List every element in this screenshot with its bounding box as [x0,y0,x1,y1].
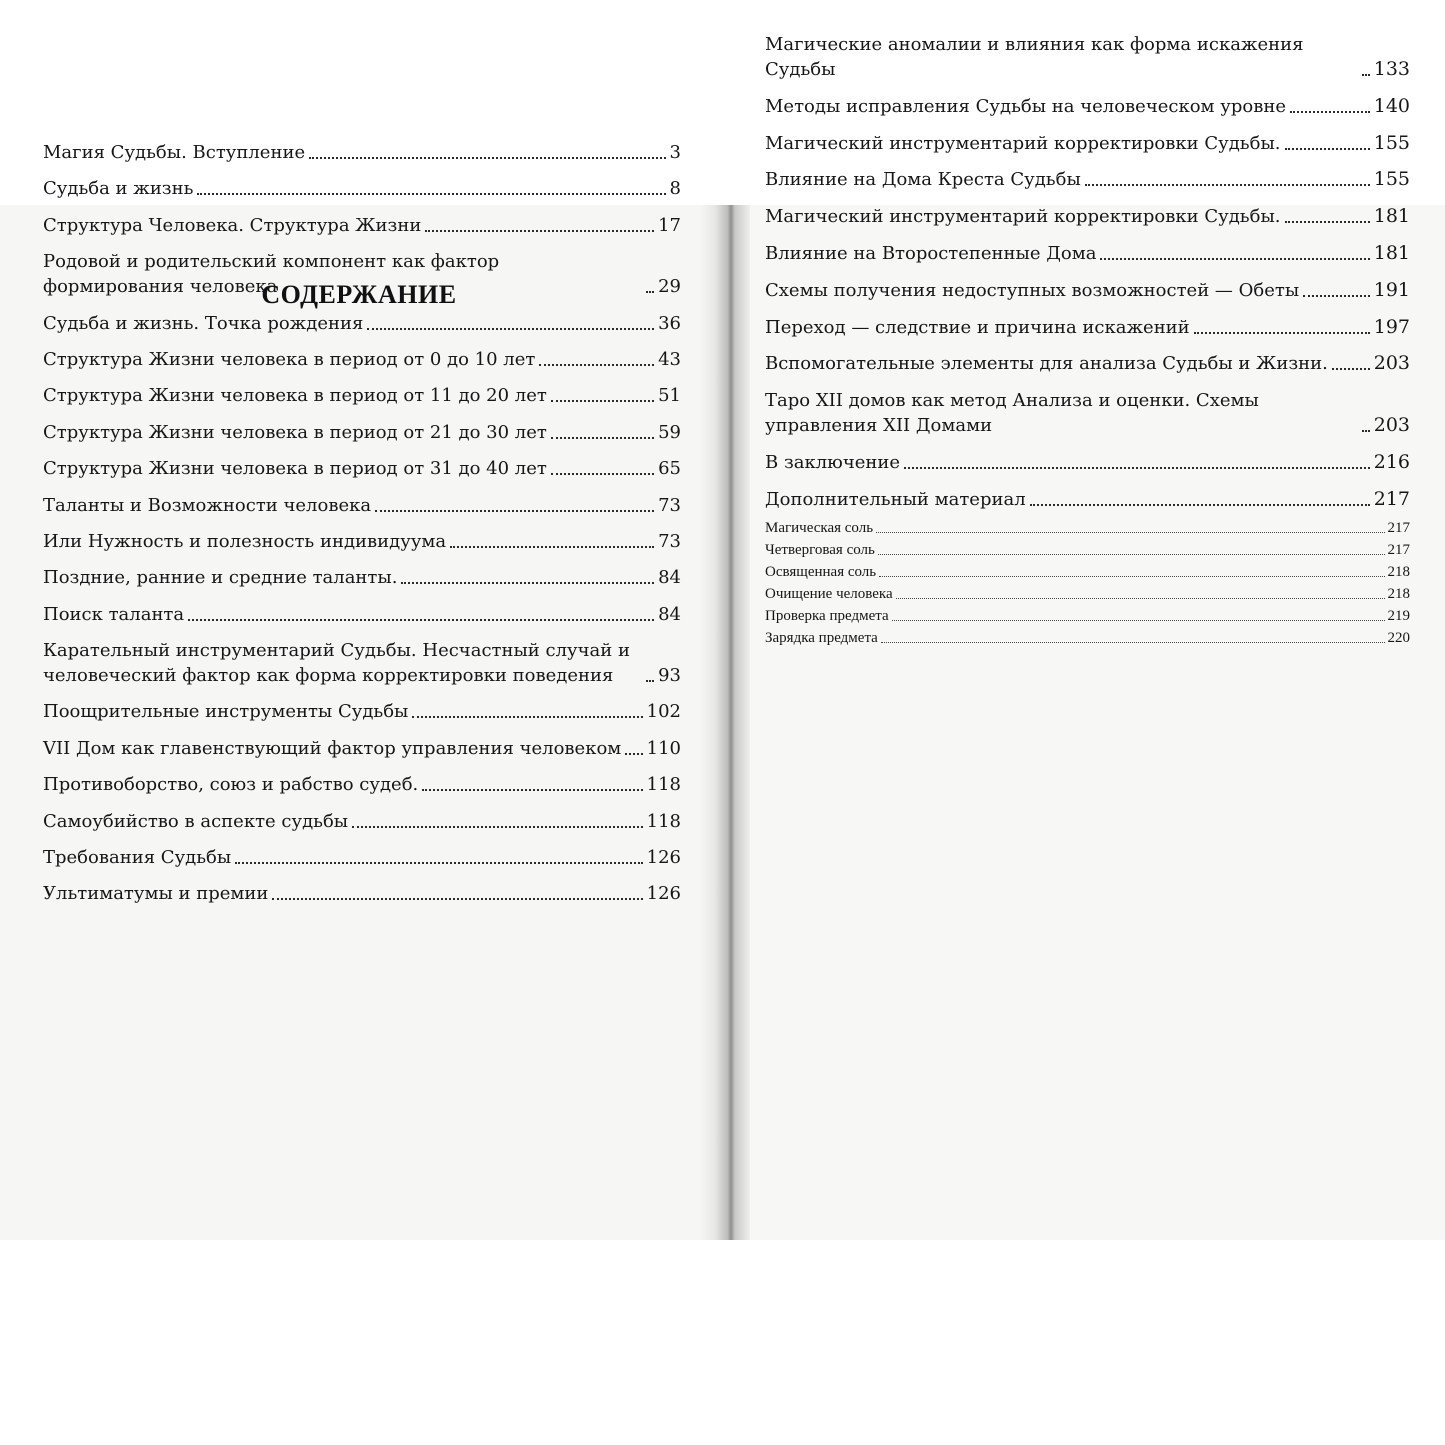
toc-entry [765,167,1410,192]
toc-page-number: 216 [1373,450,1410,473]
toc-page-number: 191 [1373,278,1410,301]
toc-entry-title: Противоборство, союз и рабство судеб. [43,774,419,796]
toc-entry-title: Поощрительные инструменты Судьбы [43,701,409,723]
dot-leader [425,230,654,232]
toc-page-number: 217 [1387,519,1410,536]
toc-entry-title: Магия Судьбы. Вступление [43,142,306,163]
page-title: СОДЕРЖАНИЕ [261,280,457,309]
toc-entry [43,249,681,299]
toc-entry-title: Вспомогательные элементы для анализа Судьбы и Жизни. [765,353,1328,375]
toc-entry-title: Методы исправления Судьбы на человеческом уровне [765,95,1286,117]
toc-subentries [765,518,1410,650]
toc-page-number: 181 [1373,241,1410,264]
dot-leader [450,546,654,548]
toc-page-number: 203 [1373,414,1410,437]
toc-entry-title: В заключение [765,451,901,473]
toc-entry [765,278,1410,303]
toc-entry-title: Родовой и родительский компонент как фактор формирования человека [43,251,500,298]
toc-subentry [765,584,1410,604]
toc-entry-title: Карательный инструментарий Судьбы. Несчастный случай и человеческий фактор как форма корректировки поведения [43,640,630,687]
toc-entry [765,204,1410,229]
toc-page-number: 118 [646,774,681,796]
dot-leader [1290,111,1370,113]
dot-leader [551,400,654,402]
dot-leader [1030,504,1370,506]
toc-page-number: 217 [1373,487,1410,510]
toc-subentry [765,606,1410,626]
toc-entry [765,450,1410,475]
dot-leader [1285,148,1370,150]
toc-page-number: 181 [1373,205,1410,228]
toc-page-number: 3 [669,142,681,163]
toc-entry-title: Проверка предмета [765,607,889,624]
toc-page-number: 219 [1387,607,1410,624]
toc-page-number: 218 [1387,563,1410,580]
toc-page-number: 126 [646,883,681,905]
toc-page-number: 217 [1387,541,1410,558]
dot-leader [876,532,1384,533]
toc-subentry [765,562,1410,582]
toc-entry [43,213,681,238]
book-gutter [700,205,750,1240]
dot-leader [1332,368,1370,370]
dot-leader [367,328,654,330]
toc-page-number: 220 [1387,629,1410,646]
dot-leader [551,437,654,439]
dot-leader [352,826,643,828]
toc-entry [43,420,681,445]
dot-leader [375,510,654,512]
dot-leader [539,364,654,366]
toc-page-number: 133 [1373,58,1410,80]
toc-entry-title: Структура Жизни человека в период от 11 до 20 лет [43,385,547,407]
toc-entry [43,638,681,688]
dot-leader [551,473,654,475]
toc-entry [765,94,1410,119]
toc-entry-title: Магический инструментарий корректировки Судьбы. [765,206,1281,228]
toc-entry-title: Магические аномалии и влияния как форма искажения Судьбы [765,34,1304,80]
toc-page-number: 140 [1373,94,1410,117]
toc-entry [765,241,1410,266]
dot-leader [878,554,1385,555]
toc-page-number: 8 [669,178,681,200]
toc-entry-title: Судьба и жизнь. Точка рождения [43,312,364,334]
toc-entry-title: Таланты и Возможности человека [43,494,372,516]
toc-page-number: 93 [658,665,681,687]
toc-entry-title: Схемы получения недоступных возможностей — Обеты [765,279,1300,301]
toc-page-number: 155 [1373,168,1410,191]
dot-leader [646,680,654,682]
dot-leader [197,193,665,195]
dot-leader [1100,258,1369,260]
toc-entry [765,487,1410,512]
toc-page-number: 84 [658,603,681,625]
toc-entry-title: Влияние на Второстепенные Дома [765,242,1097,264]
toc-entry [43,176,681,201]
dot-leader [1362,74,1370,76]
dot-leader [896,598,1385,599]
toc-left-column [43,140,681,918]
toc-entry [765,315,1410,340]
dot-leader [646,291,654,293]
toc-entry-title: Зарядка предмета [765,629,878,646]
toc-page-number: 73 [658,494,681,516]
dot-leader [881,642,1385,643]
toc-entry-title: Магическая соль [765,519,874,536]
dot-leader [1285,221,1370,223]
dot-leader [625,753,642,755]
toc-entry [43,809,681,834]
toc-entry-title: Таро XII домов как метод Анализа и оценки. Схемы управления XII Домами [765,390,1259,437]
dot-leader [272,898,642,900]
toc-entry [765,351,1410,376]
toc-entry-title: Магический инструментарий корректировки Судьбы. [765,132,1281,154]
toc-entry [43,140,681,165]
toc-entry [43,736,681,761]
dot-leader [412,716,642,718]
toc-entry-title: Поздние, ранние и средние таланты. [43,567,398,589]
toc-entry-title: Структура Жизни человека в период от 31 до 40 лет [43,458,547,480]
toc-entry-title: Ультиматумы и премии [43,883,269,905]
toc-entry-title: Освященная соль [765,563,877,580]
toc-page-number: 43 [658,348,681,370]
toc-entry-title: Структура Жизни человека в период от 0 до 10 лет [43,348,536,370]
dot-leader [422,789,642,791]
toc-page-number: 155 [1373,131,1410,154]
toc-entry [43,311,681,336]
toc-subentry [765,628,1410,648]
toc-entry-title: Структура Жизни человека в период от 21 до 30 лет [43,421,547,443]
toc-entry-title: Требования Судьбы [43,847,232,869]
dot-leader [1085,184,1370,186]
dot-leader [235,862,642,864]
dot-leader [1362,430,1370,432]
toc-entry-title: Очищение человека [765,585,893,602]
toc-entry-title: Четверговая соль [765,541,875,558]
toc-page-number: 118 [646,810,681,832]
toc-subentry [765,518,1410,538]
toc-page-number: 102 [646,701,681,723]
toc-page-number: 110 [646,737,681,759]
toc-page-number: 84 [658,567,681,589]
toc-entry-title: Поиск таланта [43,603,185,625]
toc-subentry [765,540,1410,560]
toc-entry [43,772,681,797]
toc-entry-title: Или Нужность и полезность индивидуума [43,530,447,552]
toc-entry-title: Судьба и жизнь [43,178,194,200]
toc-entry [43,699,681,724]
dot-leader [904,467,1370,469]
toc-entry-title: Самоубийство в аспекте судьбы [43,810,349,832]
toc-entry [43,493,681,518]
toc-page-number: 51 [658,385,681,407]
toc-page-number: 197 [1373,315,1410,338]
toc-entry [43,845,681,870]
toc-entry-title: Влияние на Дома Креста Судьбы [765,169,1081,191]
toc-entry [43,565,681,590]
toc-entry [43,456,681,481]
dot-leader [879,576,1384,577]
toc-entry [43,347,681,372]
dot-leader [309,157,665,159]
toc-entry [43,602,681,627]
toc-page-number: 36 [658,312,681,334]
toc-entry [43,383,681,408]
toc-entry-title: Переход — следствие и причина искажений [765,316,1190,338]
dot-leader [1194,332,1370,334]
toc-entry-title: Структура Человека. Структура Жизни [43,214,422,236]
dot-leader [401,582,654,584]
toc-entry-title: VII Дом как главенствующий фактор управления человеком [43,737,622,759]
toc-page-number: 126 [646,847,681,869]
dot-leader [188,619,654,621]
toc-entry [43,529,681,554]
toc-page-number: 203 [1373,352,1410,375]
toc-entry [765,32,1410,82]
toc-page-number: 218 [1387,585,1410,602]
toc-page-number: 65 [658,458,681,480]
toc-page-number: 59 [658,421,681,443]
toc-page-number: 73 [658,530,681,552]
toc-entry [765,388,1410,438]
toc-entry [765,131,1410,156]
dot-leader [892,620,1385,621]
dot-leader [1303,295,1370,297]
toc-right-column [765,32,1410,524]
toc-entry-title: Дополнительный материал [765,488,1026,510]
toc-page-number: 29 [658,276,681,298]
toc-entry [43,881,681,906]
toc-page-number: 17 [658,214,681,236]
